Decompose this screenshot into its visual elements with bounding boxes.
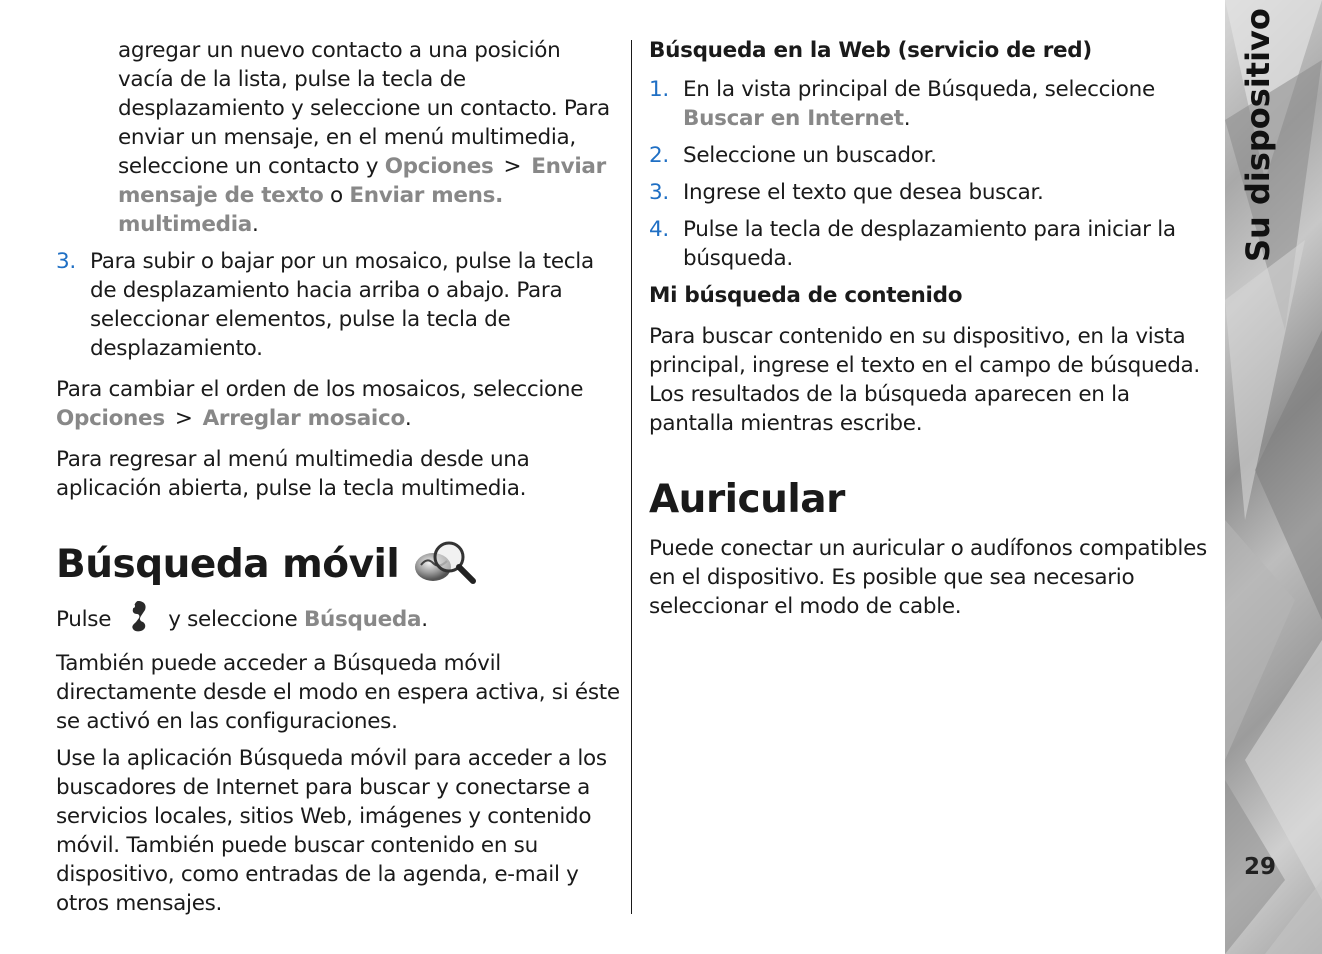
paragraph-auricular: Puede conectar un auricular o audífonos compatibles en el dispositivo. Es posible que sea necesario seleccionar el modo de cable. <box>649 536 1207 619</box>
paragraph-regresar: Para regresar al menú multimedia desde una aplicación abierta, pulse la tecla multimedia. <box>56 447 530 501</box>
list-number: 4. <box>649 217 669 242</box>
step-end: . <box>903 106 911 131</box>
pulse-text-1: Pulse <box>56 607 118 632</box>
list-item <box>649 141 1214 170</box>
right-column <box>649 36 1214 621</box>
menu-option-opciones: Opciones <box>384 154 494 179</box>
column-divider <box>631 40 632 914</box>
list-item-3 <box>56 247 622 363</box>
continued-text-3: . <box>251 212 259 237</box>
paragraph-tambien: También puede acceder a Búsqueda móvil directamente desde el modo en espera activa, si éste se activó en las configuraciones. <box>56 651 620 734</box>
web-steps-list <box>649 75 1214 273</box>
list-item <box>649 178 1214 207</box>
list-item <box>649 215 1214 273</box>
continued-text-1: agregar un nuevo contacto a una posición vacía de la lista, pulse la tecla de desplazamiento y seleccione un contacto. Para enviar un mensaje, en el menú multimedia, seleccione un contacto y <box>118 38 610 179</box>
subheading-busqueda-web: Búsqueda en la Web (servicio de red) <box>649 38 1092 63</box>
multimedia-key-icon <box>124 599 152 641</box>
chapter-title: Su dispositivo <box>1239 8 1277 262</box>
list-number: 2. <box>649 143 669 168</box>
menu-option-busqueda: Búsqueda <box>303 607 422 632</box>
continued-paragraph <box>118 36 622 239</box>
left-column <box>56 36 622 918</box>
list-item-text <box>683 75 1214 133</box>
menu-option-opciones: Opciones <box>56 406 165 431</box>
section-heading-busqueda-movil <box>56 537 622 593</box>
paragraph-pulse <box>56 599 622 641</box>
list-item-text: Ingrese el texto que desea buscar. <box>683 180 1044 205</box>
step-text: En la vista principal de Búsqueda, seleccione <box>683 77 1155 102</box>
page-number: 29 <box>1244 854 1277 880</box>
menu-separator: > <box>503 154 522 179</box>
menu-option-buscar-internet: Buscar en Internet <box>683 106 904 131</box>
list-item-text: Seleccione un buscador. <box>683 143 937 168</box>
magnifier-globe-icon <box>413 537 477 593</box>
paragraph-mi-busqueda: Para buscar contenido en su dispositivo, en la vista principal, ingrese el texto en el campo de búsqueda. Los resultados de la búsqueda aparecen en la pantalla mientras escribe. <box>649 324 1200 436</box>
menu-separator: > <box>174 406 193 431</box>
orden-text-2: . <box>404 406 412 431</box>
menu-option-enviar-mensaje-texto: Enviar mensaje de texto <box>118 154 606 208</box>
pulse-text-3: . <box>421 607 428 632</box>
section-heading-auricular: Auricular <box>649 477 845 522</box>
menu-option-enviar-mms: Enviar mens. multimedia <box>118 183 504 237</box>
subheading-mi-busqueda: Mi búsqueda de contenido <box>649 283 963 308</box>
list-item-text: Para subir o bajar por un mosaico, pulse la tecla de desplazamiento hacia arriba o abajo. Para seleccionar elementos, pulse la tecla de desplazamiento. <box>90 249 594 361</box>
paragraph-use: Use la aplicación Búsqueda móvil para acceder a los buscadores de Internet para buscar y conectarse a servicios locales, sitios Web, imágenes y contenido móvil. También puede buscar contenido en su dispositivo, como entradas de la agenda, e-mail y otros mensajes. <box>56 746 607 916</box>
list-item-text: Pulse la tecla de desplazamiento para iniciar la búsqueda. <box>683 217 1176 271</box>
list-number: 3. <box>649 180 669 205</box>
list-number: 1. <box>649 77 669 102</box>
continued-text-2: o <box>323 183 350 208</box>
orden-text-1: Para cambiar el orden de los mosaicos, seleccione <box>56 377 584 402</box>
list-number: 3. <box>56 249 76 274</box>
list-item <box>649 75 1214 133</box>
menu-option-arreglar-mosaico: Arreglar mosaico <box>202 406 405 431</box>
paragraph-orden-mosaicos <box>56 375 622 433</box>
page-heading: Búsqueda móvil <box>56 542 400 587</box>
pulse-text-2: y seleccione <box>161 607 304 632</box>
